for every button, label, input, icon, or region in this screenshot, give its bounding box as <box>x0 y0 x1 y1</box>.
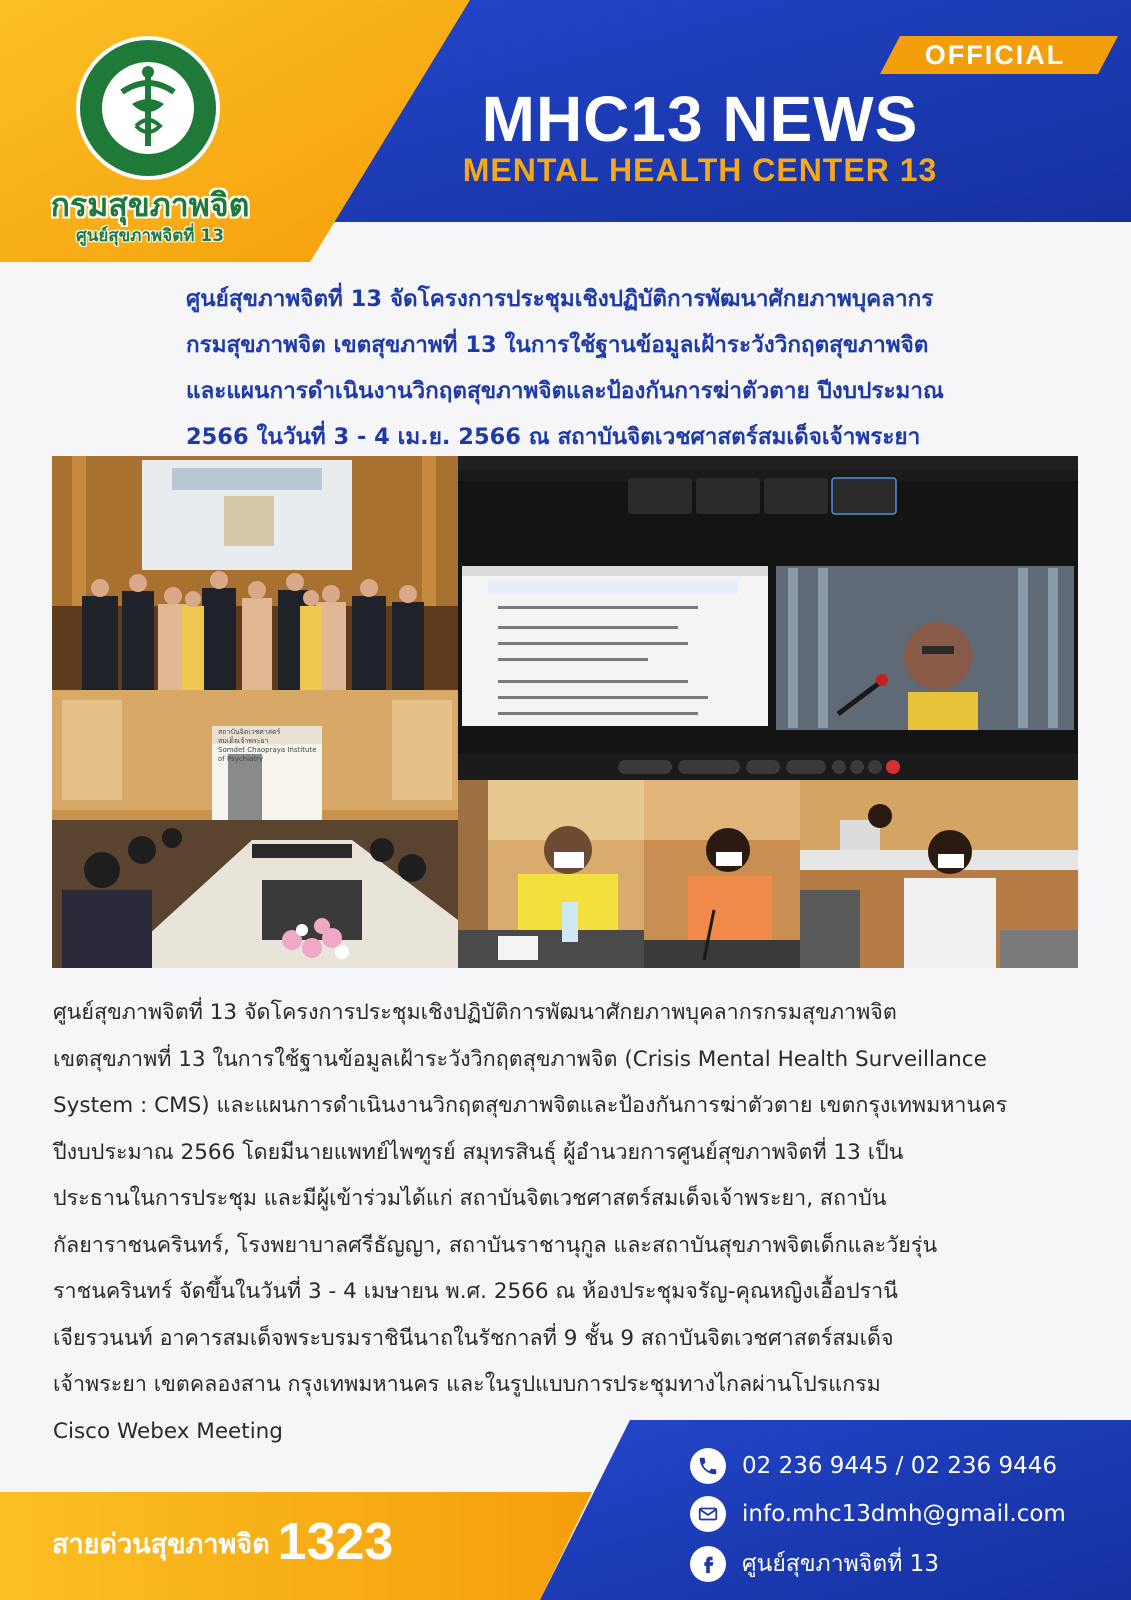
official-tag: OFFICIAL <box>924 40 1066 70</box>
body-line: ศูนย์สุขภาพจิตที่ 13 จัดโครงการประชุมเชิงปฏิบัติการพัฒนาศักยภาพบุคลากรกรมสุขภาพจิต <box>53 1000 897 1025</box>
news-subtitle: MENTAL HEALTH CENTER 13 <box>462 152 938 188</box>
hotline-label: สายด่วนสุขภาพจิต <box>52 1529 270 1560</box>
institute-banner <box>218 728 322 764</box>
photo-collage <box>52 456 1078 968</box>
email-address: info.mhc13dmh@gmail.com <box>742 1501 1066 1527</box>
ministry-logo-block <box>0 0 310 262</box>
participant-photo-man <box>458 780 644 968</box>
hotline <box>52 1512 393 1572</box>
email-icon <box>690 1496 726 1532</box>
body-line: ปีงบประมาณ 2566 โดยมีนายแพทย์ไพฑูรย์ สมุทรสินธุ์ ผู้อำนวยการศูนย์สุขภาพจิตที่ 13 เป็น <box>53 1139 904 1165</box>
headline-line: ศูนย์สุขภาพจิตที่ 13 จัดโครงการประชุมเชิงปฏิบัติการพัฒนาศักยภาพบุคลากร <box>186 286 934 312</box>
facebook-icon <box>690 1546 726 1582</box>
body-line: เขตสุขภาพที่ 13 ในการใช้ฐานข้อมูลเฝ้าระวังวิกฤตสุขภาพจิต (Crisis Mental Health Surveillance <box>53 1046 987 1072</box>
body-line: เจ้าพระยา เขตคลองสาน กรุงเทพมหานคร และในรูปแบบการประชุมทางไกลผ่านโปรแกรม <box>53 1372 881 1397</box>
body-line: Cisco Webex Meeting <box>53 1418 283 1444</box>
headline <box>186 276 1086 460</box>
body-line: กัลยาราชนครินทร์, โรงพยาบาลศรีธัญญา, สถาบันราชานุกูล และสถาบันสุขภาพจิตเด็กและวัยรุ่น <box>53 1232 938 1258</box>
phone-number: 02 236 9445 / 02 236 9446 <box>742 1453 1058 1479</box>
ministry-seal-icon <box>62 34 234 182</box>
department-name: กรมสุขภาพจิต <box>50 186 250 224</box>
headline-line: 2566 ในวันที่ 3 - 4 เม.ย. 2566 ณ สถาบันจิตเวชศาสตร์สมเด็จเจ้าพระยา <box>186 424 921 450</box>
article-body <box>53 990 1083 1455</box>
participant-photo-woman <box>644 780 800 968</box>
meeting-room-photo <box>52 690 458 968</box>
body-line: System : CMS) และแผนการดำเนินงานวิกฤตสุขภาพจิตและป้องกันการฆ่าตัวตาย เขตกรุงเทพมหานคร <box>53 1093 1008 1118</box>
phone-icon <box>690 1448 726 1484</box>
banner-line-1: สถาบันจิตเวชศาสตร์สมเด็จเจ้าพระยา <box>218 728 281 745</box>
body-line: เจียรวนนท์ อาคารสมเด็จพระบรมราชินีนาถในรัชกาลที่ 9 ชั้น 9 สถาบันจิตเวชศาสตร์สมเด็จ <box>53 1325 894 1351</box>
body-line: ประธานในการประชุม และมีผู้เข้าร่วมได้แก่ สถาบันจิตเวชศาสตร์สมเด็จเจ้าพระยา, สถาบัน <box>53 1186 887 1211</box>
body-line: ราชนครินทร์ จัดขึ้นในวันที่ 3 - 4 เมษายน พ.ศ. 2566 ณ ห้องประชุมจรัญ-คุณหญิงเอื้อปรานี <box>53 1279 898 1304</box>
group-photo <box>52 456 458 690</box>
contact-email[interactable] <box>690 1494 1066 1534</box>
facebook-page: ศูนย์สุขภาพจิตที่ 13 <box>742 1551 939 1577</box>
hotline-number: 1323 <box>277 1513 394 1571</box>
headline-line: กรมสุขภาพจิต เขตสุขภาพที่ 13 ในการใช้ฐานข้อมูลเฝ้าระวังวิกฤตสุขภาพจิต <box>186 332 929 358</box>
news-title: MHC13 NEWS <box>481 83 919 155</box>
contact-phone[interactable] <box>690 1446 1057 1486</box>
participant-photo-woman-white <box>800 780 1078 968</box>
webex-screenshot <box>458 456 1078 780</box>
headline-line: และแผนการดำเนินงานวิกฤตสุขภาพจิตและป้องกันการฆ่าตัวตาย ปีงบประมาณ <box>186 378 944 404</box>
contact-facebook[interactable] <box>690 1544 939 1584</box>
banner-line-2: Somdet Chaopraya Institute of Psychiatry <box>218 746 317 763</box>
center-name: ศูนย์สุขภาพจิตที่ 13 <box>75 226 225 246</box>
header-banner <box>0 0 1131 270</box>
